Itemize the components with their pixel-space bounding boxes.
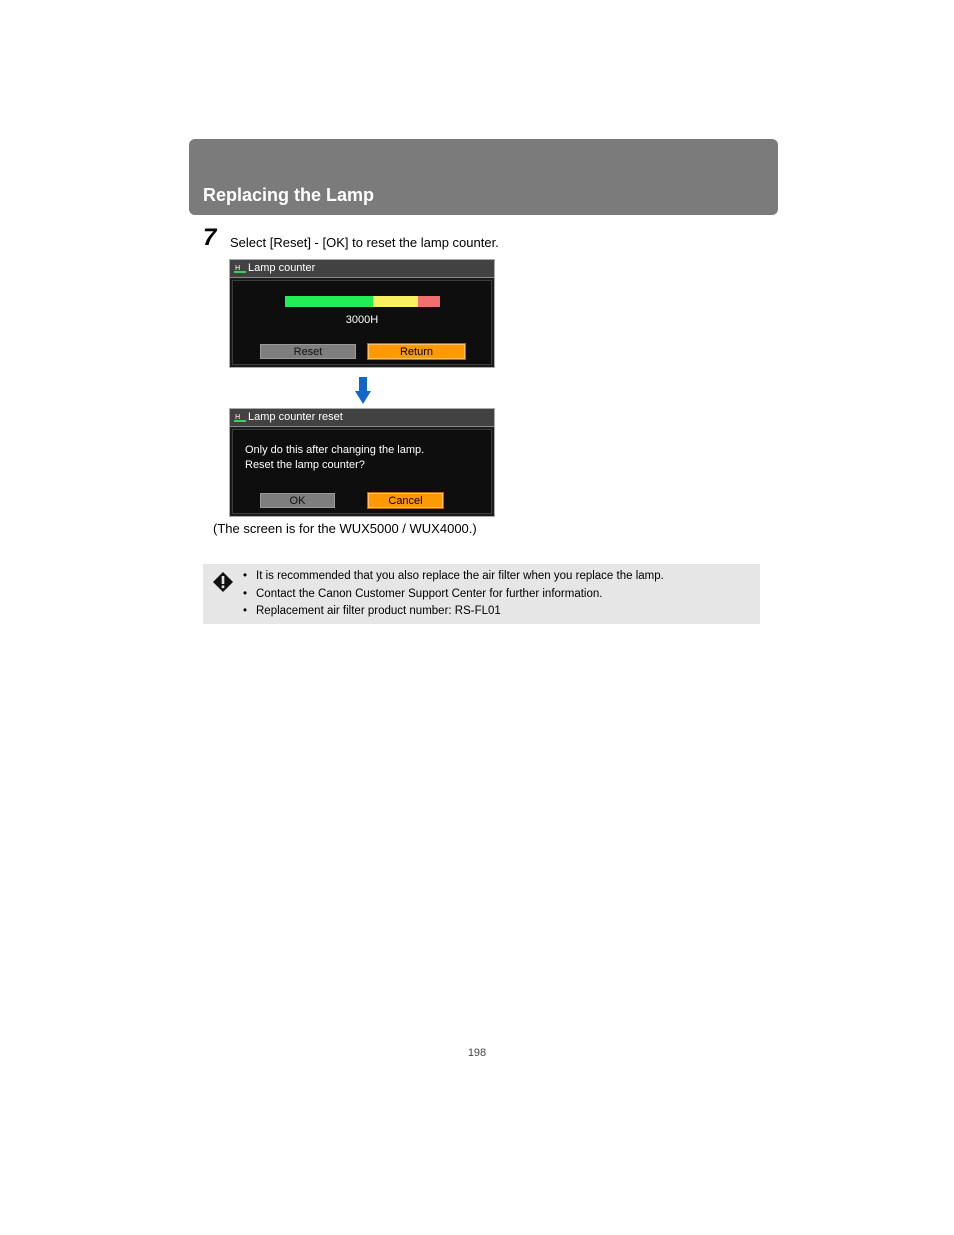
lamp-counter-reset-title: Lamp counter reset (248, 411, 343, 423)
lamp-bar-green-segment (285, 296, 373, 307)
reset-message-line-1: Only do this after changing the lamp. (245, 444, 425, 456)
page-number: 198 (467, 1047, 487, 1059)
note-item: • Replacement air filter product number: RS-FL01 (241, 603, 664, 621)
lamp-bar-yellow-segment (373, 296, 418, 307)
caution-note (203, 564, 760, 624)
note-item: • It is recommended that you also replace the air filter when you replace the lamp. (241, 568, 664, 586)
note-item: • Contact the Canon Customer Support Center for further information. (241, 586, 664, 604)
section-header (189, 139, 778, 215)
lamp-counter-reset-title-bar (230, 409, 494, 427)
step-number: 7 (203, 224, 217, 251)
step-instruction: Select [Reset] - [OK] to reset the lamp counter. (230, 235, 499, 250)
lamp-bar-red-segment (418, 296, 440, 307)
lamp-counter-screen (229, 259, 495, 368)
lamp-counter-title-bar (230, 260, 494, 278)
return-button[interactable]: Return (368, 344, 465, 359)
screen-caption: (The screen is for the WUX5000 / WUX4000.) (213, 521, 477, 536)
section-title: Replacing the Lamp (203, 185, 375, 205)
note-list (241, 568, 664, 621)
lamp-hours-icon (234, 412, 246, 423)
caution-icon (213, 572, 233, 592)
reset-message-line-2: Reset the lamp counter? (245, 459, 365, 471)
lamp-counter-reset-body (232, 429, 492, 514)
lamp-counter-body (232, 280, 492, 365)
cancel-button[interactable]: Cancel (368, 493, 443, 508)
svg-text:H: H (235, 413, 241, 421)
reset-button[interactable]: Reset (260, 344, 356, 359)
lamp-counter-reset-screen (229, 408, 495, 517)
ok-button[interactable]: OK (260, 493, 335, 508)
svg-text:H: H (235, 264, 241, 272)
reset-confirm-message (245, 443, 424, 473)
lamp-life-bar (285, 296, 440, 307)
lamp-counter-title: Lamp counter (248, 262, 316, 274)
lamp-hours-value: 3000H (345, 314, 379, 326)
arrow-down-icon (355, 377, 371, 404)
lamp-hours-icon (234, 263, 246, 274)
